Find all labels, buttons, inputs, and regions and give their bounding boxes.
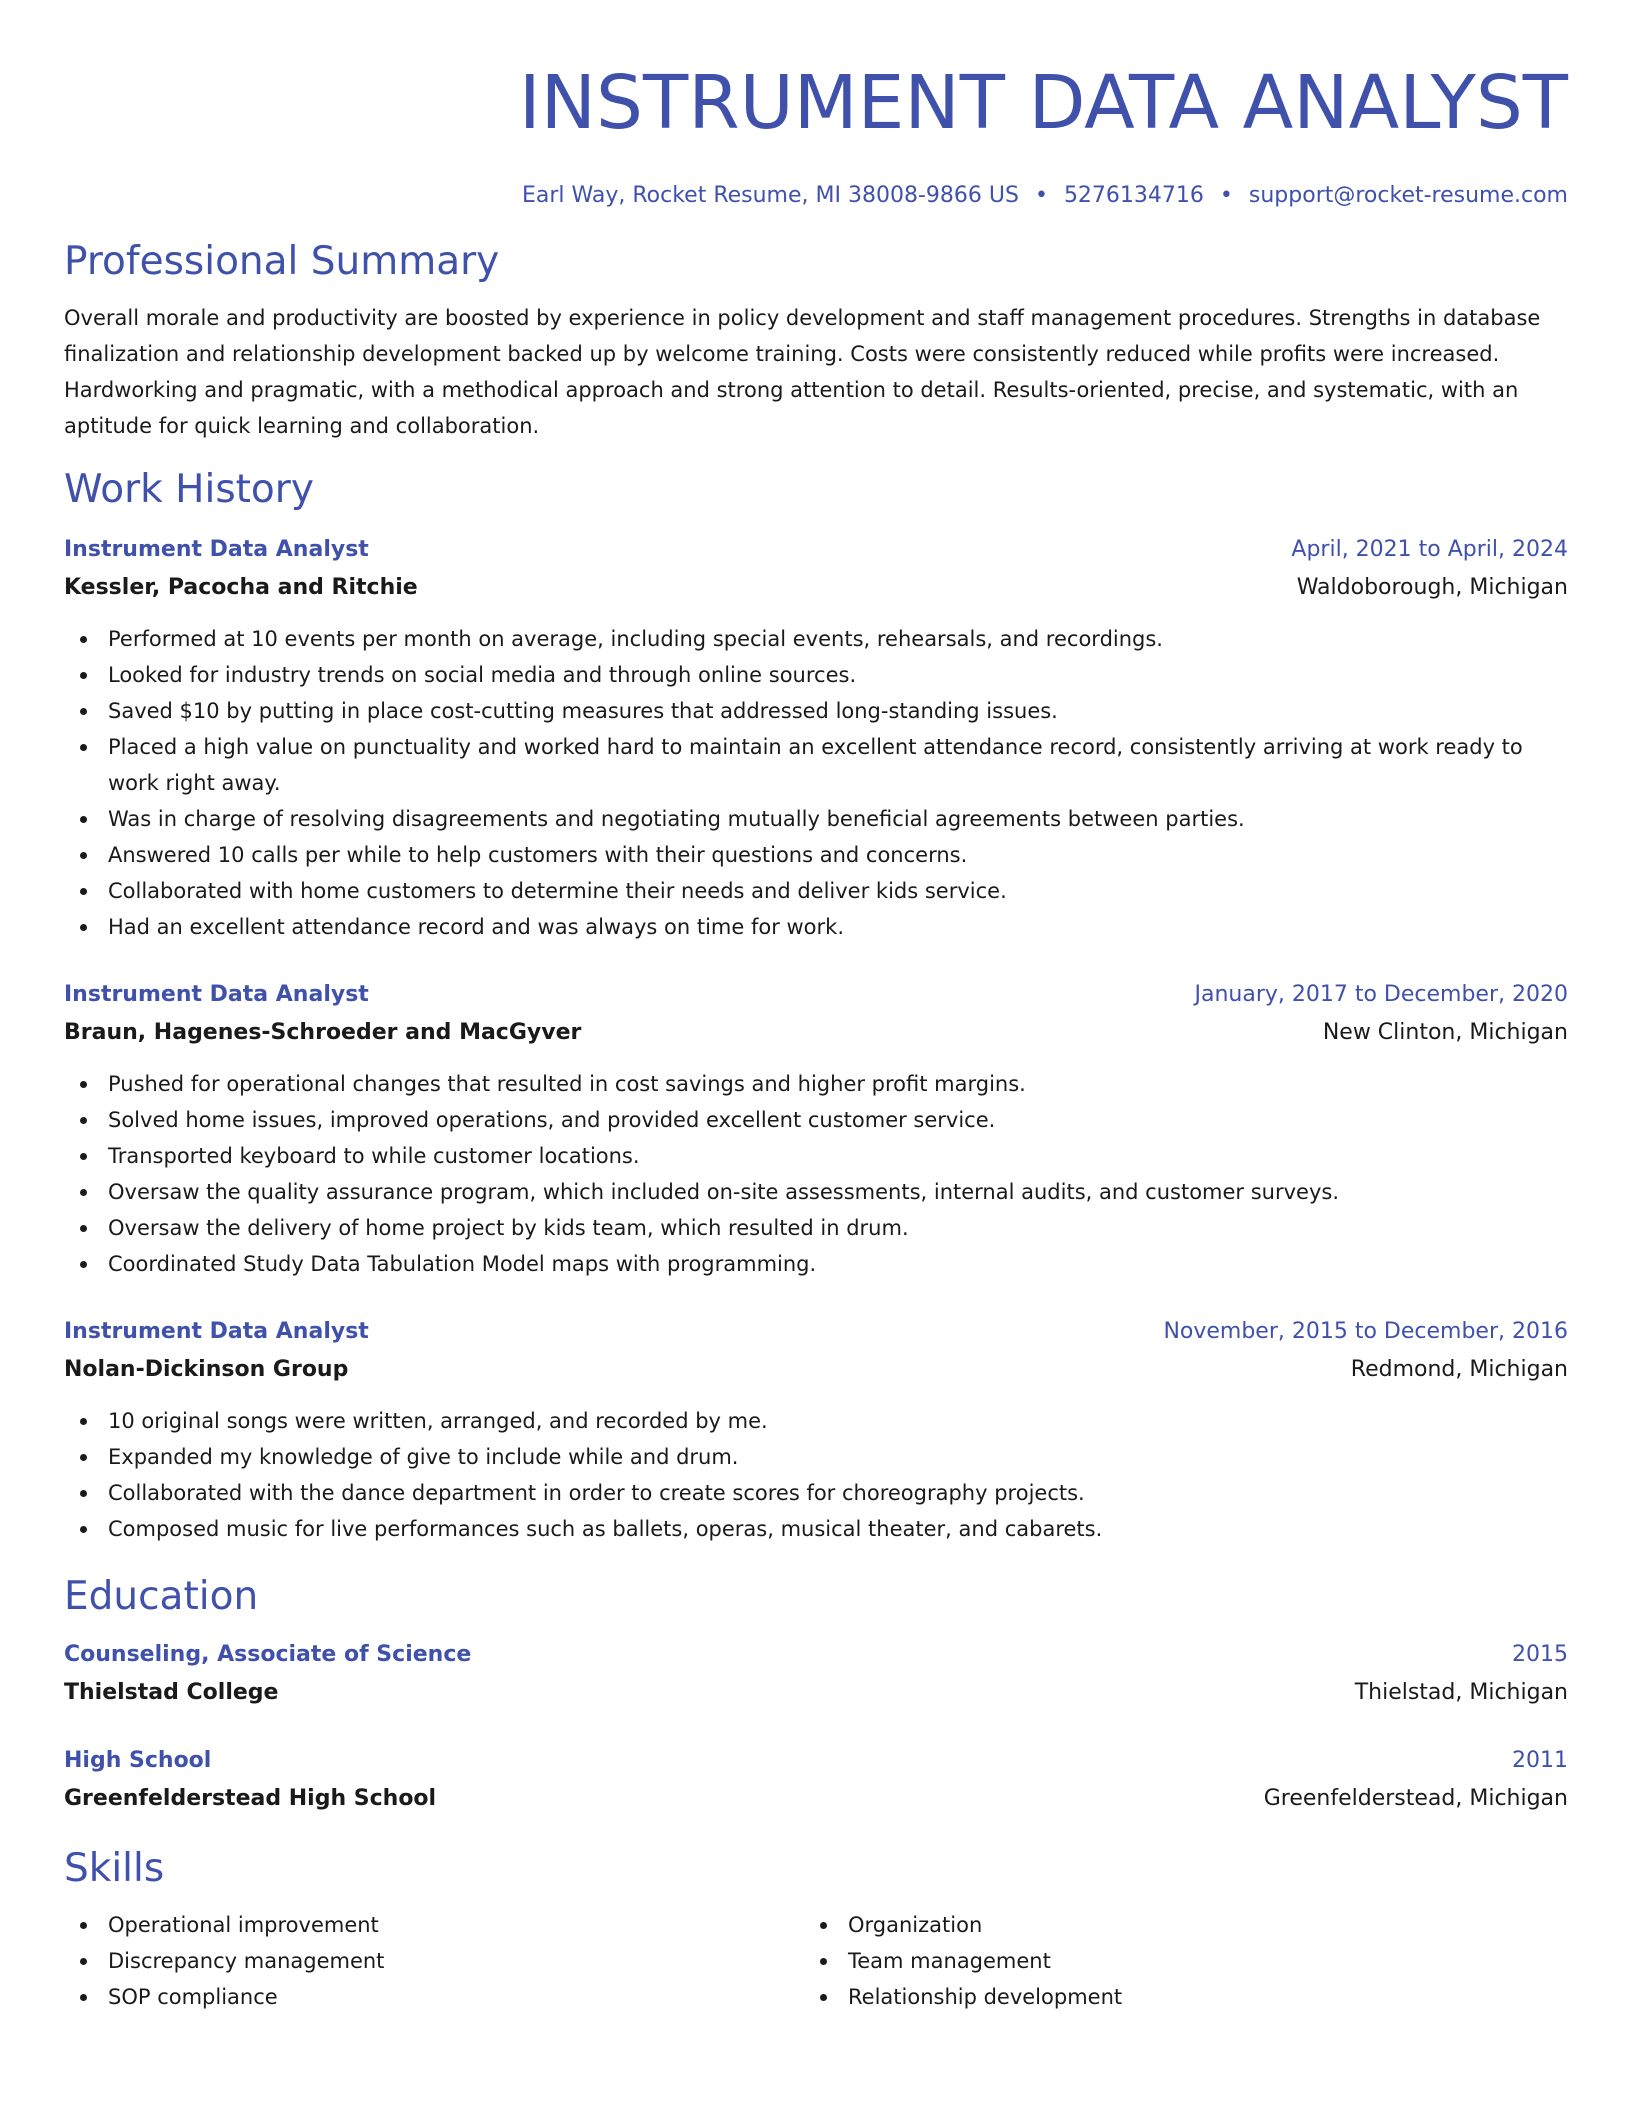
list-item: Looked for industry trends on social media and through online sources.: [64, 657, 1568, 693]
list-item: Pushed for operational changes that resulted in cost savings and higher profit margins.: [64, 1066, 1568, 1102]
education-year: 2011: [1512, 1748, 1568, 1773]
list-item: Collaborated with home customers to determine their needs and deliver kids service.: [64, 873, 1568, 909]
job-entry: [64, 977, 1568, 1282]
list-item: Saved $10 by putting in place cost-cutting measures that addressed long-standing issues.: [64, 693, 1568, 729]
list-item: Collaborated with the dance department in order to create scores for choreography projects.: [64, 1475, 1568, 1511]
job-entry: [64, 1314, 1568, 1547]
list-item: Performed at 10 events per month on average, including special events, rehearsals, and recordings.: [64, 621, 1568, 657]
education-school: Greenfelderstead High School: [64, 1786, 437, 1811]
summary-heading: Professional Summary: [64, 239, 500, 284]
resume-title: INSTRUMENT DATA ANALYST: [518, 60, 1568, 146]
skills-heading: Skills: [64, 1846, 165, 1891]
job-bullets: [64, 1403, 1568, 1547]
list-item: Answered 10 calls per while to help customers with their questions and concerns.: [64, 837, 1568, 873]
job-location: Waldoborough, Michigan: [1296, 575, 1568, 600]
summary-text: Overall morale and productivity are boosted by experience in policy development and staff management procedures. Strengths in database finalization and relationship development backed up by welcome training. Costs were consistently reduced while profits were increased. Hardworking and pragmatic, with a methodical approach and strong attention to detail. Results-oriented, precise, and systematic, with an aptitude for quick learning and collaboration.: [64, 306, 1541, 438]
education-entry: [64, 1743, 1568, 1819]
contact-phone: 5276134716: [1063, 183, 1204, 208]
job-location: Redmond, Michigan: [1350, 1357, 1568, 1382]
contact-separator: •: [1219, 183, 1233, 208]
education-year: 2015: [1512, 1642, 1568, 1667]
list-item: Expanded my knowledge of give to include while and drum.: [64, 1439, 1568, 1475]
education-degree: Counseling, Associate of Science: [64, 1642, 472, 1667]
resume-header: [64, 58, 1568, 211]
job-dates: January, 2017 to December, 2020: [1194, 982, 1568, 1007]
list-item: Discrepancy management: [64, 1943, 804, 1979]
education-school: Thielstad College: [64, 1680, 279, 1705]
list-item: SOP compliance: [64, 1979, 804, 2015]
list-item: Oversaw the delivery of home project by kids team, which resulted in drum.: [64, 1210, 1568, 1246]
list-item: Had an excellent attendance record and was always on time for work.: [64, 909, 1568, 945]
list-item: Oversaw the quality assurance program, which included on-site assessments, internal audits, and customer surveys.: [64, 1174, 1568, 1210]
skills-list: [64, 1907, 1568, 2015]
job-role: Instrument Data Analyst: [64, 1319, 369, 1344]
job-role: Instrument Data Analyst: [64, 982, 369, 1007]
job-company: Nolan-Dickinson Group: [64, 1357, 349, 1382]
skills-column-right: [804, 1907, 1544, 2015]
job-company: Braun, Hagenes-Schroeder and MacGyver: [64, 1020, 582, 1045]
list-item: Coordinated Study Data Tabulation Model maps with programming.: [64, 1246, 1568, 1282]
list-item: Placed a high value on punctuality and worked hard to maintain an excellent attendance record, consistently arriving at work ready to work right away.: [64, 729, 1568, 801]
education-location: Thielstad, Michigan: [1354, 1680, 1568, 1705]
job-company: Kessler, Pacocha and Ritchie: [64, 575, 418, 600]
skills-column-left: [64, 1907, 804, 2015]
list-item: 10 original songs were written, arranged, and recorded by me.: [64, 1403, 1568, 1439]
list-item: Solved home issues, improved operations, and provided excellent customer service.: [64, 1102, 1568, 1138]
education-location: Greenfelderstead, Michigan: [1263, 1786, 1568, 1811]
job-location: New Clinton, Michigan: [1322, 1020, 1568, 1045]
work-history-heading: Work History: [64, 467, 314, 512]
contact-line: [64, 181, 1568, 211]
job-bullets: [64, 1066, 1568, 1282]
contact-email: support@rocket-resume.com: [1248, 183, 1568, 208]
job-entry: [64, 532, 1568, 945]
job-dates: April, 2021 to April, 2024: [1291, 537, 1568, 562]
job-dates: November, 2015 to December, 2016: [1163, 1319, 1568, 1344]
list-item: Organization: [804, 1907, 1544, 1943]
education-entry: [64, 1637, 1568, 1713]
contact-separator: •: [1034, 183, 1048, 208]
list-item: Operational improvement: [64, 1907, 804, 1943]
job-role: Instrument Data Analyst: [64, 537, 369, 562]
job-bullets: [64, 621, 1568, 945]
education-heading: Education: [64, 1574, 259, 1619]
list-item: Composed music for live performances such as ballets, operas, musical theater, and cabarets.: [64, 1511, 1568, 1547]
education-degree: High School: [64, 1748, 212, 1773]
list-item: Was in charge of resolving disagreements and negotiating mutually beneficial agreements between parties.: [64, 801, 1568, 837]
list-item: Transported keyboard to while customer locations.: [64, 1138, 1568, 1174]
list-item: Team management: [804, 1943, 1544, 1979]
list-item: Relationship development: [804, 1979, 1544, 2015]
contact-address: Earl Way, Rocket Resume, MI 38008-9866 US: [521, 183, 1019, 208]
